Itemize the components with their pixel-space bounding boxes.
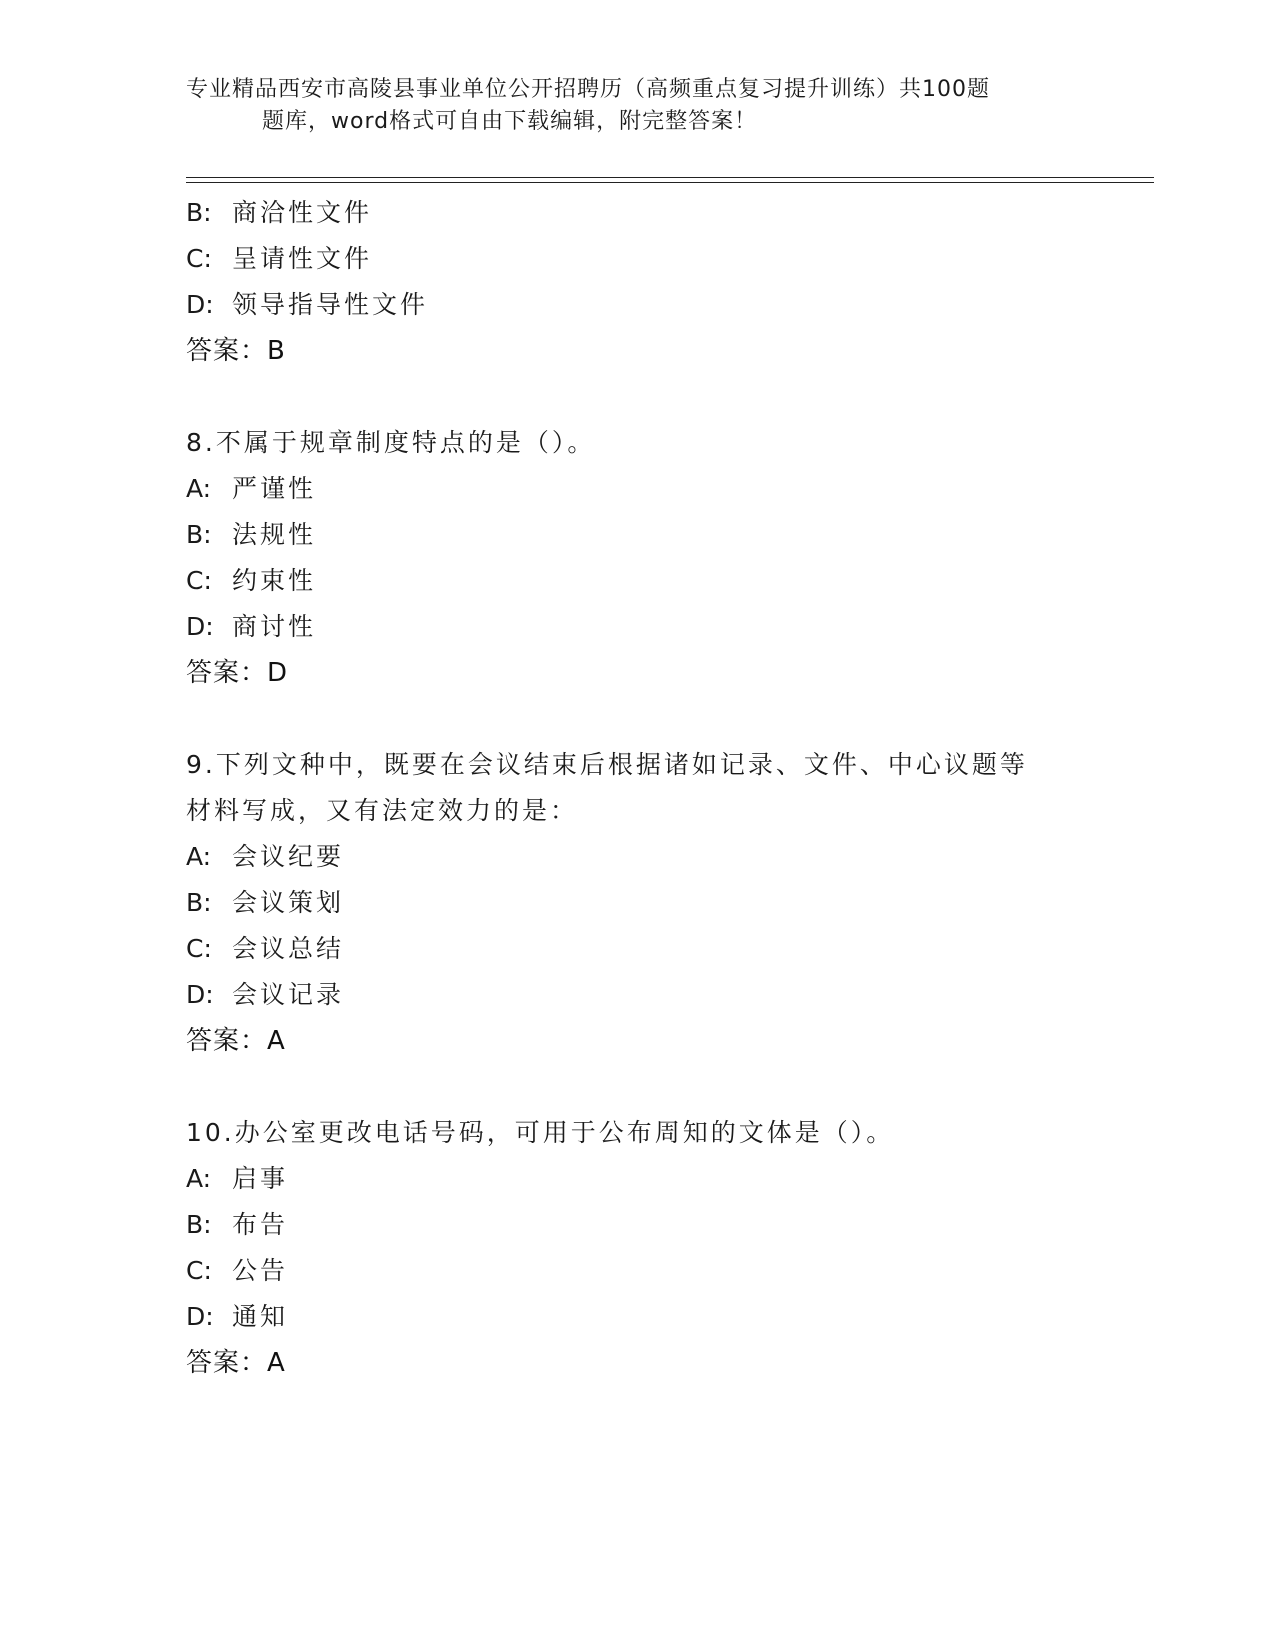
option-letter: A: <box>186 1164 212 1193</box>
option-letter: A: <box>186 842 212 871</box>
option-text: 会议记录 <box>232 980 345 1009</box>
option-a <box>186 834 1086 880</box>
header-rule-bottom <box>186 182 1154 183</box>
header-title-line-2: 题库，word格式可自由下载编辑，附完整答案！ <box>262 109 758 134</box>
option-letter: C: <box>186 566 212 595</box>
option-text: 会议总结 <box>232 934 345 963</box>
option-text: 布告 <box>232 1210 289 1239</box>
option-letter: B: <box>186 520 212 549</box>
continued-question <box>186 190 1086 374</box>
option-letter: C: <box>186 934 212 963</box>
header-title-line-1: 专业精品西安市高陵县事业单位公开招聘历（高频重点复习提升训练）共100题 <box>186 77 990 102</box>
option-text: 通知 <box>232 1302 289 1331</box>
option-letter: A: <box>186 474 212 503</box>
option-b <box>186 190 1086 236</box>
question-stem: 9.下列文种中，既要在会议结束后根据诸如记录、文件、中心议题等 <box>186 750 1028 779</box>
question-stem: 10.办公室更改电话号码，可用于公布周知的文体是（）。 <box>186 1118 895 1147</box>
question-stem-continuation: 材料写成，又有法定效力的是： <box>186 796 579 825</box>
option-letter: C: <box>186 1256 212 1285</box>
option-text: 领导指导性文件 <box>232 290 429 319</box>
question-8 <box>186 420 1086 696</box>
option-b <box>186 512 1086 558</box>
option-b <box>186 1202 1086 1248</box>
option-letter: D: <box>186 980 214 1009</box>
option-a <box>186 1156 1086 1202</box>
spacer <box>186 374 1086 420</box>
spacer <box>186 696 1086 742</box>
option-letter: D: <box>186 1302 214 1331</box>
option-text: 会议纪要 <box>232 842 345 871</box>
spacer <box>186 1064 1086 1110</box>
option-d <box>186 604 1086 650</box>
answer-line: 答案：D <box>186 658 289 688</box>
option-letter: D: <box>186 612 214 641</box>
option-d <box>186 1294 1086 1340</box>
option-letter: B: <box>186 198 212 227</box>
answer-line: 答案：B <box>186 336 286 366</box>
option-text: 法规性 <box>232 520 317 549</box>
question-10 <box>186 1110 1086 1386</box>
option-text: 商讨性 <box>232 612 317 641</box>
question-stem: 8.不属于规章制度特点的是（）。 <box>186 428 596 457</box>
option-d <box>186 282 1086 328</box>
option-text: 严谨性 <box>232 474 317 503</box>
option-d <box>186 972 1086 1018</box>
question-content <box>186 190 1086 1386</box>
option-c <box>186 926 1086 972</box>
option-letter: B: <box>186 888 212 917</box>
option-text: 会议策划 <box>232 888 345 917</box>
option-letter: D: <box>186 290 214 319</box>
option-c <box>186 1248 1086 1294</box>
option-c <box>186 558 1086 604</box>
option-text: 商洽性文件 <box>232 198 373 227</box>
option-a <box>186 466 1086 512</box>
option-text: 呈请性文件 <box>232 244 373 273</box>
option-text: 启事 <box>232 1164 289 1193</box>
answer-line: 答案：A <box>186 1026 286 1056</box>
answer-line: 答案：A <box>186 1348 286 1378</box>
option-letter: B: <box>186 1210 212 1239</box>
option-b <box>186 880 1086 926</box>
option-letter: C: <box>186 244 212 273</box>
question-9 <box>186 742 1086 1064</box>
option-text: 公告 <box>232 1256 289 1285</box>
option-c <box>186 236 1086 282</box>
header-rule-top <box>186 177 1154 178</box>
option-text: 约束性 <box>232 566 317 595</box>
